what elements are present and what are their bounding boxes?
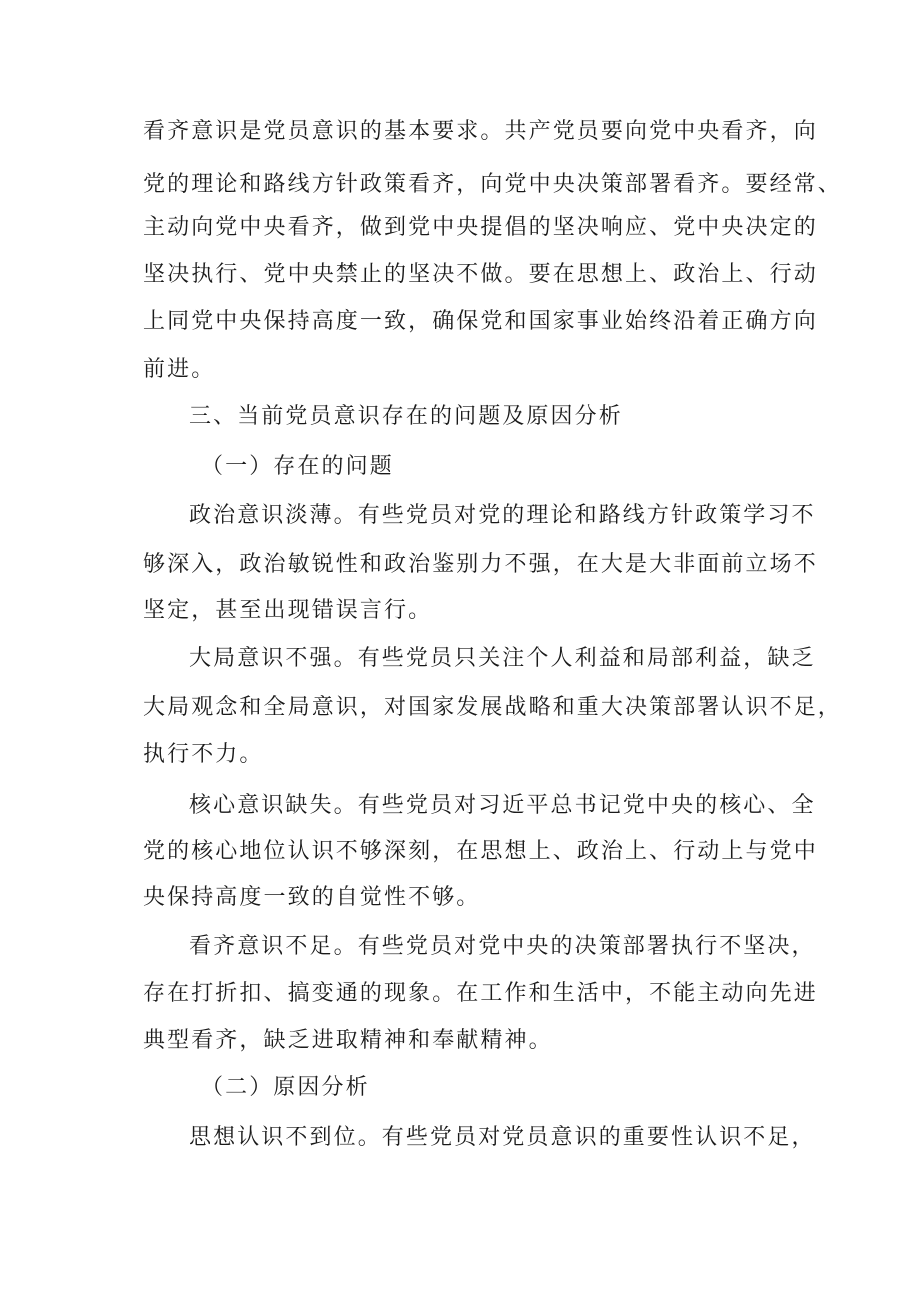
paragraph-line: 党的理论和路线方针政策看齐，向党中央决策部署看齐。要经常、 — [143, 172, 842, 197]
paragraph-line: 存在打折扣、搞变通的现象。在工作和生活中，不能主动向先进 — [143, 981, 818, 1006]
subsection-heading: （一）存在的问题 — [201, 454, 394, 479]
paragraph-line: 思想认识不到位。有些党员对党员意识的重要性认识不足， — [189, 1125, 816, 1150]
paragraph-line: 上同党中央保持高度一致，确保党和国家事业始终沿着正确方向 — [143, 309, 818, 334]
paragraph-line: 核心意识缺失。有些党员对习近平总书记党中央的核心、全 — [189, 793, 816, 818]
paragraph-line: 党的核心地位认识不够深刻，在思想上、政治上、行动上与党中 — [143, 839, 818, 864]
subsection-heading: （二）原因分析 — [201, 1075, 370, 1100]
paragraph-line: 大局意识不强。有些党员只关注个人利益和局部利益，缺乏 — [189, 646, 816, 671]
paragraph-line: 央保持高度一致的自觉性不够。 — [143, 885, 481, 910]
paragraph-line: 执行不力。 — [143, 742, 264, 767]
paragraph-line: 看齐意识是党员意识的基本要求。共产党员要向党中央看齐，向 — [143, 119, 818, 144]
paragraph-line: 典型看齐，缺乏进取精神和奉献精神。 — [143, 1028, 553, 1053]
paragraph-line: 看齐意识不足。有些党员对党中央的决策部署执行不坚决， — [189, 934, 816, 959]
section-heading: 三、当前党员意识存在的问题及原因分析 — [189, 404, 623, 429]
paragraph-line: 政治意识淡薄。有些党员对党的理论和路线方针政策学习不 — [189, 503, 816, 528]
paragraph-line: 够深入，政治敏锐性和政治鉴别力不强，在大是大非面前立场不 — [143, 552, 818, 577]
paragraph-line: 坚定，甚至出现错误言行。 — [143, 598, 433, 623]
paragraph-line: 大局观念和全局意识，对国家发展战略和重大决策部署认识不足， — [143, 695, 842, 720]
paragraph-line: 前进。 — [143, 357, 216, 382]
paragraph-line: 主动向党中央看齐，做到党中央提倡的坚决响应、党中央决定的 — [143, 215, 818, 240]
paragraph-line: 坚决执行、党中央禁止的坚决不做。要在思想上、政治上、行动 — [143, 262, 818, 287]
